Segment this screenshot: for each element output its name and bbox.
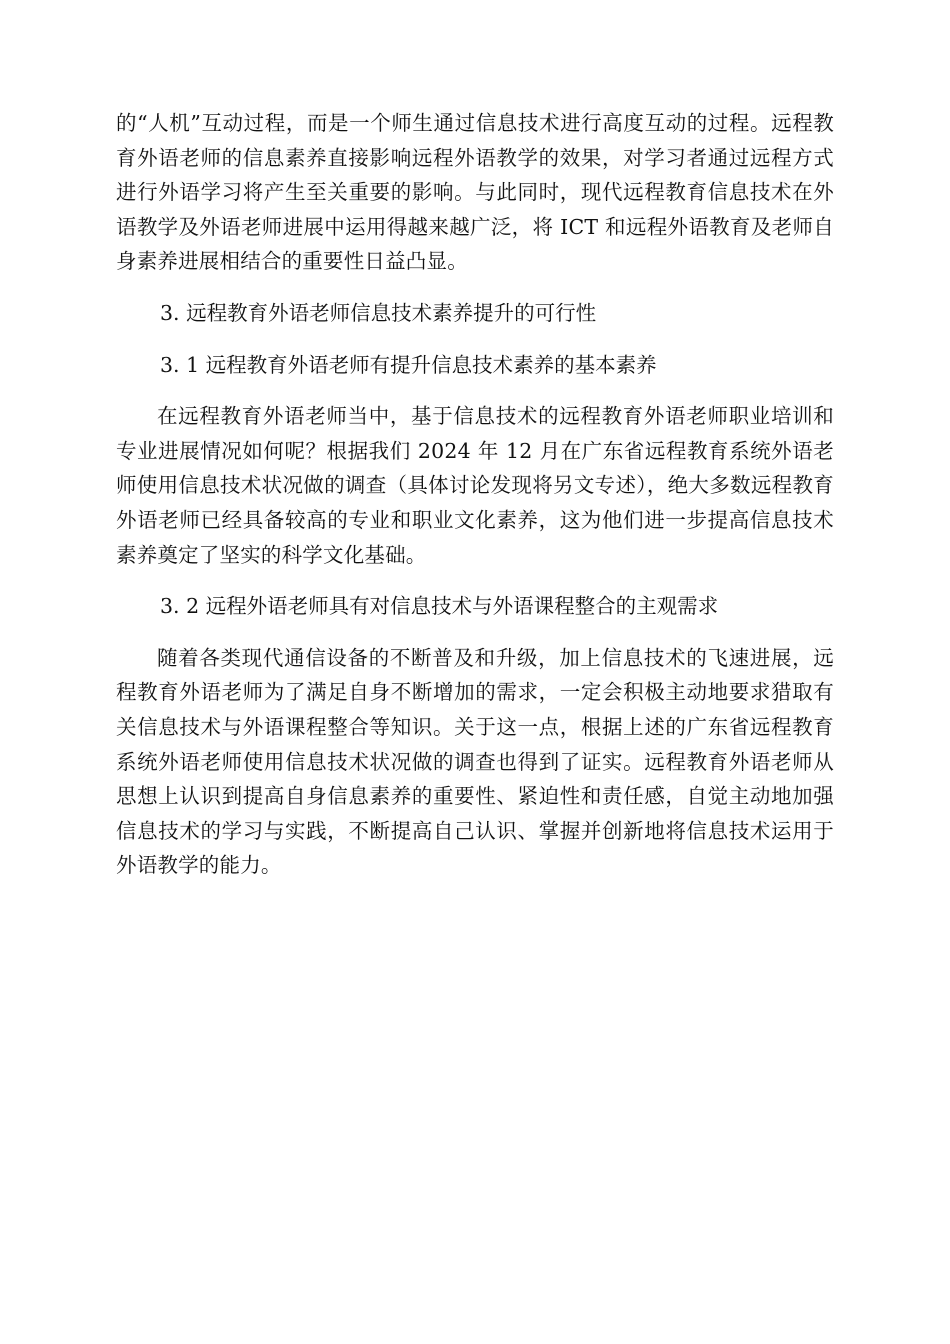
paragraph-continuation: 的“人机”互动过程，而是一个师生通过信息技术进行高度互动的过程。远程教育外语老师的信息素养直接影响远程外语教学的效果，对学习者通过远程方式进行外语学习将产生至关重要的影响。与此同时，现代远程教育信息技术在外语教学及外语老师进展中运用得越来越广泛，将 ICT 和远程外语教育及老师自身素养进展相结合的重要性日益凸显。 [116,111,834,274]
section-heading-3: 3. 远程教育外语老师信息技术素养提升的可行性 [160,300,597,325]
subsection-heading-3-2: 3. 2 远程外语老师具有对信息技术与外语课程整合的主观需求 [160,594,719,619]
document-page [116,106,834,883]
paragraph-3-2-body: 随着各类现代通信设备的不断普及和升级，加上信息技术的飞速进展，远程教育外语老师为了满足自身不断增加的需求，一定会积极主动地要求猎取有关信息技术与外语课程整合等知识。关于这一点，根据上述的广东省远程教育系统外语老师使用信息技术状况做的调查也得到了证实。远程教育外语老师从思想上认识到提高自身信息素养的重要性、紧迫性和责任感，自觉主动地加强信息技术的学习与实践，不断提高自己认识、掌握并创新地将信息技术运用于外语教学的能力。 [116,645,834,878]
paragraph-3-1-body: 在远程教育外语老师当中，基于信息技术的远程教育外语老师职业培训和专业进展情况如何呢？根据我们 2024 年 12 月在广东省远程教育系统外语老师使用信息技术状况做的调查（具体讨论发现将另文专述），绝大多数远程教育外语老师已经具备较高的专业和职业文化素养，这为他们进一步提高信息技术素养奠定了坚实的科学文化基础。 [116,404,834,567]
subsection-heading-3-1: 3. 1 远程教育外语老师有提升信息技术素养的基本素养 [160,352,657,377]
